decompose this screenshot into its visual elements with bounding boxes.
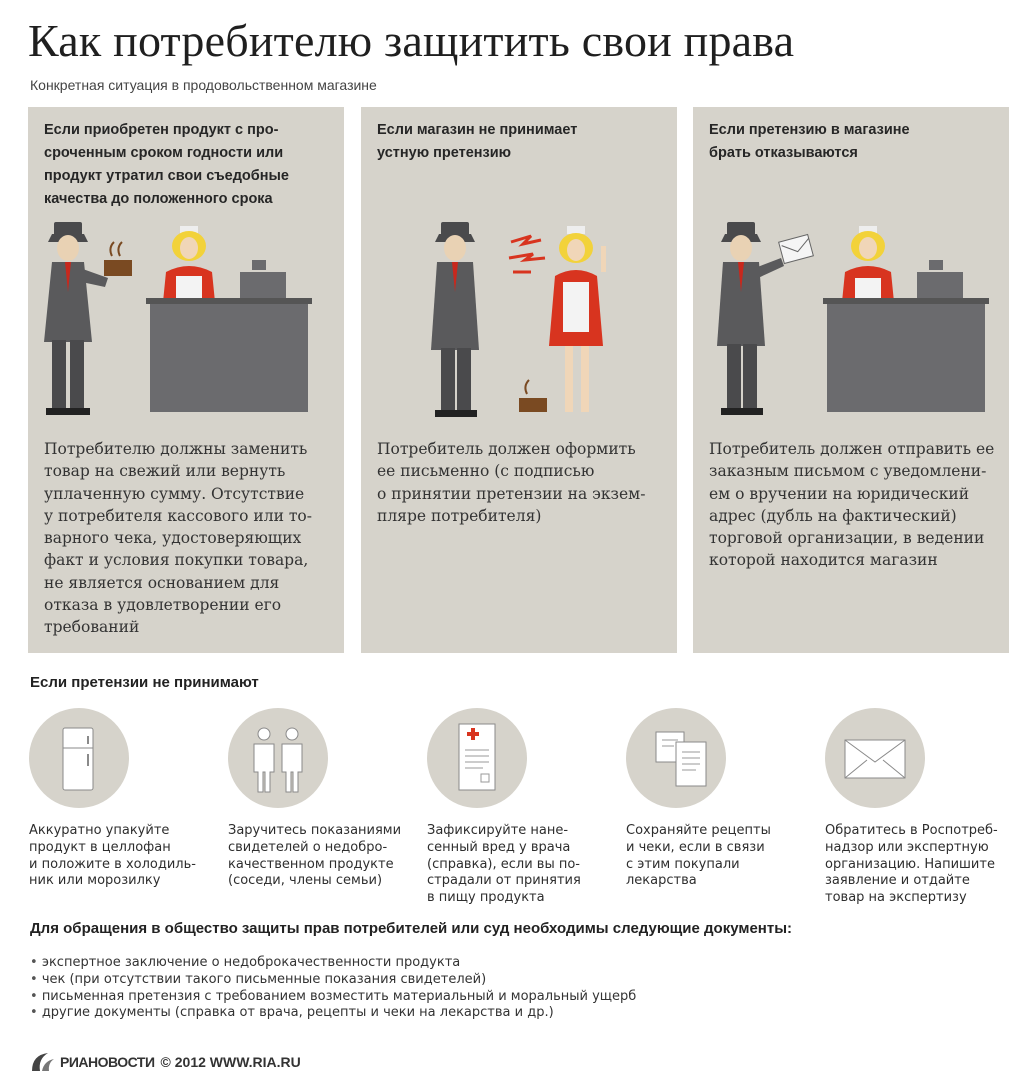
list-item: • экспертное заключение о недоброкачественности продукта [30, 955, 636, 972]
spoiled-product [519, 380, 547, 412]
footer [30, 1050, 301, 1074]
letter-envelope [779, 234, 814, 263]
footer-brand: РИАНОВОСТИ [60, 1054, 155, 1070]
panel-expired-product [28, 107, 344, 653]
page-subtitle: Конкретная ситуация в продовольственном магазине [30, 77, 377, 93]
tip-expertise: Обратитесь в Роспотреб- надзор или экспертную организацию. Напишите заявление и отдайте товар на экспертизу [825, 823, 998, 906]
tip-witnesses: Заручитесь показаниями свидетелей о недобро- качественном продукте (соседи, члены семьи) [228, 823, 402, 889]
documents-list [30, 955, 636, 1022]
panel-body: Потребитель должен отправить ее заказным письмом с уведомлени- ем о вручении на юридический адрес (дубль на фактический) торговой организации, в ведении которой находится магазин [709, 440, 995, 570]
witnesses-icon [228, 708, 328, 808]
scene-customer-with-letter [693, 202, 1009, 427]
list-item: • чек (при отсутствии такого письменные показания свидетелей) [30, 972, 636, 989]
receipts-icon [626, 708, 726, 808]
customer-figure [717, 222, 784, 415]
refrigerator-icon [29, 708, 129, 808]
page-title: Как потребителю защитить свои права [28, 15, 795, 66]
ria-logo-icon [30, 1051, 56, 1073]
scene-saleswoman-refuses [361, 202, 677, 427]
tip-refrigerator: Аккуратно упакуйте продукт в целлофан и положите в холодиль- ник или морозилку [29, 823, 196, 889]
scene-buyer-shows-spoiled-product [28, 202, 344, 427]
panel-body: Потребитель должен оформить ее письменно (с подписью о принятии претензии на экзем- пляре потребителя) [377, 440, 646, 525]
tip-receipts: Сохраняйте рецепты и чеки, если в связи с этим покупали лекарства [626, 823, 771, 889]
saleswoman-figure [549, 226, 606, 412]
shout-lines [509, 236, 545, 272]
medical-certificate-icon [427, 708, 527, 808]
list-item: • письменная претензия с требованием возместить материальный и моральный ущерб [30, 989, 636, 1006]
panel-heading: Если приобретен продукт с про- сроченным сроком годности или продукт утратил свои съедобные качества до положенного срока [44, 122, 289, 207]
footer-copyright: © 2012 WWW.RIA.RU [160, 1054, 301, 1070]
spoiled-product [104, 242, 132, 276]
list-item: • другие документы (справка от врача, рецепты и чеки на лекарства и др.) [30, 1005, 636, 1022]
documents-title: Для обращения в общество защиты прав потребителей или суд необходимы следующие документы: [30, 920, 793, 937]
customer-figure [431, 222, 479, 417]
envelope-icon [825, 708, 925, 808]
customer-figure [44, 222, 108, 415]
panel-body: Потребителю должны заменить товар на свежий или вернуть уплаченную сумму. Отсутствие у потребителя кассового или то- варного чека, удостоверяющих факт и условия покупки товара, не является основанием для отказа в удовлетворении его требований [44, 440, 312, 637]
panel-written-claim-rejected [693, 107, 1009, 653]
tip-medical-certificate: Зафиксируйте нане- сенный вред у врача (справка), если вы по- страдали от принятия в пищу продукта [427, 823, 581, 906]
panel-oral-claim-rejected [361, 107, 677, 653]
panel-heading: Если магазин не принимает устную претензию [377, 122, 578, 161]
section-title: Если претензии не принимают [30, 674, 259, 691]
panel-heading: Если претензию в магазине брать отказываются [709, 122, 910, 161]
